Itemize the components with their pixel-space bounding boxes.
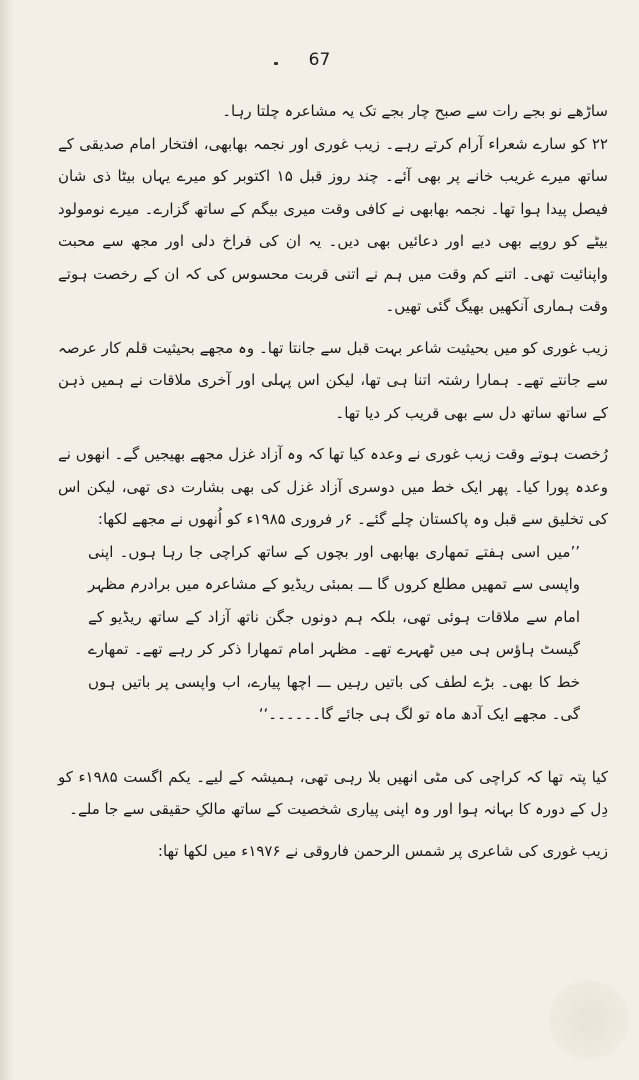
letter-quote: ’’میں اسی ہفتے تمھاری بھابھی اور بچوں کے ساتھ کراچی جا رہا ہوں۔ اپنی واپسی سے تمھیں مطلع کروں گا ـــ بمبئی ریڈیو کے مشاعرہ میں برادرم مظہر امام سے ملاقات ہوئی تھی، بلکہ ہم دونوں جگن ناتھ آزاد کے ساتھ ریڈیو کے گیسٹ ہاؤس ہی میں ٹھہرے تھے۔ مظہر امام تمھارا ذکر کر رہے تھے۔ تمھارے خط کا بھی۔ بڑے لطف کی باتیں رہیں ـــ اچھا پیارے، اب واپسی پر باتیں ہوں گی۔ مجھے ایک آدھ ماہ تو لگ ہی جائے گا۔۔۔۔۔۔‘‘ (88, 542, 580, 723)
paragraph-spacer (58, 826, 608, 835)
paragraph-farewell-promise: رُخصت ہوتے وقت زیب غوری نے وعدہ کیا تھا کہ وہ آزاد غزل مجھے بھیجیں گے۔ انھوں نے وعدہ پورا کیا۔ پھر ایک خط میں دوسری آزاد غزل کی بھی بشارت دی تھی، لیکن اس کی تخلیق سے قبل وہ پاکستان چلے گئے۔ ۶ر فروری ۱۹۸۵ء کو اُنھوں نے مجھے لکھا: (57, 445, 608, 528)
page-number: 67 (308, 50, 331, 70)
paragraph-spacer (58, 323, 608, 332)
book-page-body (58, 95, 608, 867)
paragraph-farooqi-intro: زیب غوری کی شاعری پر شمس الرحمن فاروقی نے ۱۹۷۶ء میں لکھا تھا: (157, 841, 608, 860)
paper-stain (549, 980, 629, 1060)
paragraph-spacer (58, 731, 608, 761)
page-edge-shadow (0, 0, 14, 1080)
paragraph-karachi-death: کیا پتہ تھا کہ کراچی کی مٹی انھیں بلا رہی تھی، ہمیشہ کے لیے۔ یکم اگست ۱۹۸۵ء کو دِل کے دورہ کا بہانہ ہوا اور وہ اپنی پیاری شخصیت کے ساتھ مالکِ حقیقی سے جا ملے۔ (58, 767, 609, 818)
paragraph-visit: ۲۲ کو سارے شعراء آرام کرتے رہے۔ زیب غوری اور نجمہ بھابھی، افتخار امام صدیقی کے ساتھ میرے غریب خانے پر بھی آئے۔ چند روز قبل ۱۵ اکتوبر کو میرے یہاں بیٹا ذی شان فیصل پیدا ہوا تھا۔ نجمہ بھابھی نے کافی وقت میری بیگم کے ساتھ گزارے۔ میرے نومولود بیٹے کو روپے بھی دیے اور دعائیں بھی دیں۔ یہ ان کی فراخ دلی اور مجھ سے محبت واپنائیت تھی۔ اتنے کم وقت میں ہم نے اتنی قربت محسوس کی کہ ان کے رخصت ہوتے وقت ہماری آنکھیں بھیگ گئی تھیں۔ (58, 134, 608, 315)
paragraph-spacer (58, 429, 608, 438)
paragraph-mushaira-duration: ساڑھے نو بجے رات سے صبح چار بجے تک یہ مشاعرہ چلتا رہا۔ (222, 102, 608, 120)
paragraph-acquaintance: زیب غوری کو میں بحیثیت شاعر بہت قبل سے جانتا تھا۔ وہ مجھے بحیثیت قلم کار عرصہ سے جانتے تھے۔ ہمارا رشتہ اتنا ہی تھا، لیکن اس پہلی اور آخری ملاقات نے ہمیں ذہن کے ساتھ ساتھ دل سے بھی قریب کر دیا تھا۔ (58, 338, 608, 422)
